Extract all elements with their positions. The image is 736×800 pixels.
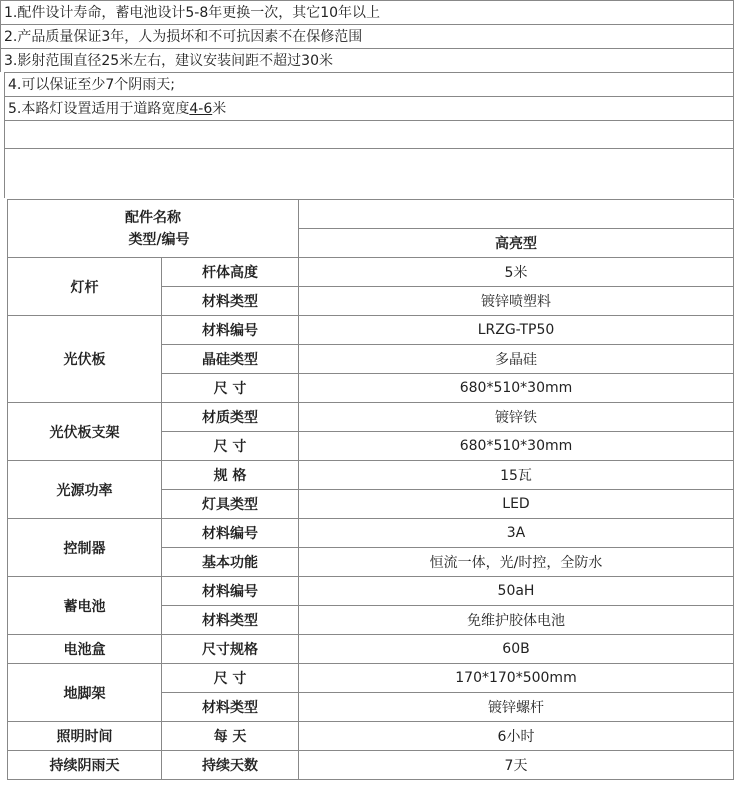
category-cell: 地脚架 <box>8 664 162 722</box>
attribute-cell: 持续天数 <box>162 751 299 780</box>
value-cell: 7天 <box>299 751 734 780</box>
attribute-cell: 尺 寸 <box>162 374 299 403</box>
attribute-cell: 材料类型 <box>162 287 299 316</box>
value-cell: 镀锌螺杆 <box>299 693 734 722</box>
category-cell: 灯杆 <box>8 258 162 316</box>
category-cell: 电池盒 <box>8 635 162 664</box>
table-row <box>8 664 734 693</box>
note-5-suffix: 米 <box>212 101 227 117</box>
blank-row <box>4 148 734 198</box>
header-model: 高亮型 <box>299 229 734 258</box>
header-line-2: 类型/编号 <box>128 231 190 248</box>
table-row <box>8 258 734 287</box>
attribute-cell: 灯具类型 <box>162 490 299 519</box>
table-row <box>8 751 734 780</box>
category-cell: 蓄电池 <box>8 577 162 635</box>
note-5 <box>4 96 734 120</box>
category-cell: 光伏板 <box>8 316 162 403</box>
value-cell: 50aH <box>299 577 734 606</box>
value-cell: 60B <box>299 635 734 664</box>
note-5-range: 4-6 <box>189 101 213 117</box>
note-5-prefix: 5.本路灯设置适用于道路宽度 <box>8 101 190 117</box>
value-cell: 镀锌喷塑料 <box>299 287 734 316</box>
value-cell: 3A <box>299 519 734 548</box>
category-cell: 照明时间 <box>8 722 162 751</box>
category-cell: 光伏板支架 <box>8 403 162 461</box>
spec-table <box>7 199 734 780</box>
attribute-cell: 尺 寸 <box>162 432 299 461</box>
attribute-cell: 尺寸规格 <box>162 635 299 664</box>
header-blank-cell <box>299 200 734 229</box>
attribute-cell: 规 格 <box>162 461 299 490</box>
table-row <box>8 316 734 345</box>
header-label-cell <box>8 200 299 258</box>
attribute-cell: 材料编号 <box>162 316 299 345</box>
header-line-1: 配件名称 <box>125 209 181 226</box>
value-cell: 680*510*30mm <box>299 432 734 461</box>
value-cell: 680*510*30mm <box>299 374 734 403</box>
value-cell: 5米 <box>299 258 734 287</box>
table-row <box>8 577 734 606</box>
category-cell: 持续阴雨天 <box>8 751 162 780</box>
attribute-cell: 材料编号 <box>162 577 299 606</box>
value-cell: 镀锌铁 <box>299 403 734 432</box>
category-cell: 光源功率 <box>8 461 162 519</box>
blank-row <box>4 120 734 148</box>
attribute-cell: 每 天 <box>162 722 299 751</box>
note-1: 1.配件设计寿命，蓄电池设计5-8年更换一次，其它10年以上 <box>0 0 734 24</box>
value-cell: LRZG-TP50 <box>299 316 734 345</box>
value-cell: 恒流一体，光/时控，全防水 <box>299 548 734 577</box>
table-row <box>8 635 734 664</box>
table-row <box>8 461 734 490</box>
attribute-cell: 材质类型 <box>162 403 299 432</box>
value-cell: 免维护胶体电池 <box>299 606 734 635</box>
attribute-cell: 材料编号 <box>162 519 299 548</box>
attribute-cell: 基本功能 <box>162 548 299 577</box>
attribute-cell: 材料类型 <box>162 606 299 635</box>
note-2: 2.产品质量保证3年，人为损坏和不可抗因素不在保修范围 <box>0 24 734 48</box>
notes-section <box>0 0 734 198</box>
table-row <box>8 722 734 751</box>
category-cell: 控制器 <box>8 519 162 577</box>
value-cell: 15瓦 <box>299 461 734 490</box>
attribute-cell: 杆体高度 <box>162 258 299 287</box>
value-cell: 6小时 <box>299 722 734 751</box>
table-row <box>8 519 734 548</box>
attribute-cell: 尺 寸 <box>162 664 299 693</box>
value-cell: LED <box>299 490 734 519</box>
attribute-cell: 材料类型 <box>162 693 299 722</box>
note-3: 3.影射范围直径25米左右，建议安装间距不超过30米 <box>0 48 734 72</box>
attribute-cell: 晶硅类型 <box>162 345 299 374</box>
value-cell: 170*170*500mm <box>299 664 734 693</box>
table-row <box>8 403 734 432</box>
value-cell: 多晶硅 <box>299 345 734 374</box>
note-4: 4.可以保证至少7个阴雨天; <box>4 72 734 96</box>
